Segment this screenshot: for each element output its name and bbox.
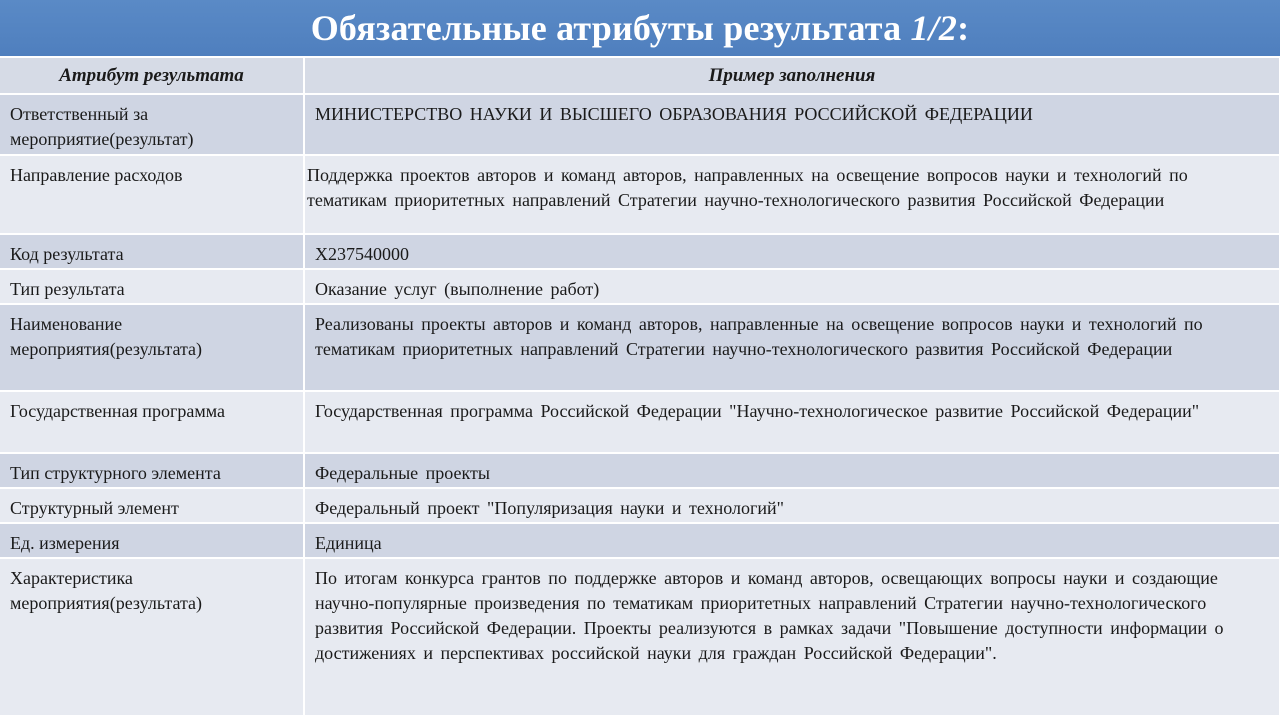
value-cell: Х237540000	[304, 234, 1280, 269]
title-page-fraction: 1/2	[910, 8, 958, 48]
table-row	[0, 269, 1280, 304]
table-row	[0, 558, 1280, 716]
table-row	[0, 453, 1280, 488]
attribute-cell: Характеристика мероприятия(результата)	[0, 558, 304, 716]
value-cell: Поддержка проектов авторов и команд авторов, направленных на освещение вопросов науки и технологий по тематикам приоритетных направлений Стратегии научно-технологического развития Российской Федерации	[304, 155, 1280, 234]
attribute-cell: Ответственный за мероприятие(результат)	[0, 94, 304, 155]
title-suffix: :	[957, 8, 970, 48]
value-cell: Единица	[304, 523, 1280, 558]
value-cell: Реализованы проекты авторов и команд авторов, направленные на освещение вопросов науки и технологий по тематикам приоритетных направлений Стратегии научно-технологического развития Российской Федерации	[304, 304, 1280, 391]
title-bar	[0, 0, 1280, 56]
value-cell: Федеральный проект "Популяризация науки и технологий"	[304, 488, 1280, 523]
attribute-cell: Направление расходов	[0, 155, 304, 234]
attribute-cell: Структурный элемент	[0, 488, 304, 523]
attribute-cell: Ед. измерения	[0, 523, 304, 558]
header-attribute: Атрибут результата	[0, 58, 304, 94]
table-row	[0, 488, 1280, 523]
table-row	[0, 304, 1280, 391]
attribute-cell: Код результата	[0, 234, 304, 269]
slide-title	[311, 7, 970, 49]
table-header-row	[0, 58, 1280, 94]
table-row	[0, 523, 1280, 558]
table-row	[0, 234, 1280, 269]
attribute-cell: Наименование мероприятия(результата)	[0, 304, 304, 391]
attributes-table	[0, 58, 1280, 717]
attribute-cell: Тип структурного элемента	[0, 453, 304, 488]
attribute-cell: Тип результата	[0, 269, 304, 304]
attribute-cell: Государственная программа	[0, 391, 304, 453]
table-row	[0, 94, 1280, 155]
value-cell: Государственная программа Российской Федерации "Научно-технологическое развитие Российской Федерации"	[304, 391, 1280, 453]
value-cell: По итогам конкурса грантов по поддержке авторов и команд авторов, освещающих вопросы науки и создающие научно-популярные произведения по тематикам приоритетных направлений Стратегии научно-технологического развития Российской Федерации. Проекты реализуются в рамках задачи "Повышение доступности информации о достижениях и перспективах российской науки для граждан Российской Федерации".	[304, 558, 1280, 716]
value-cell: Федеральные проекты	[304, 453, 1280, 488]
title-main: Обязательные атрибуты результата	[310, 8, 911, 48]
value-cell: Оказание услуг (выполнение работ)	[304, 269, 1280, 304]
header-example: Пример заполнения	[304, 58, 1280, 94]
value-cell: МИНИСТЕРСТВО НАУКИ И ВЫСШЕГО ОБРАЗОВАНИЯ РОССИЙСКОЙ ФЕДЕРАЦИИ	[304, 94, 1280, 155]
table-row	[0, 155, 1280, 234]
table-row	[0, 391, 1280, 453]
